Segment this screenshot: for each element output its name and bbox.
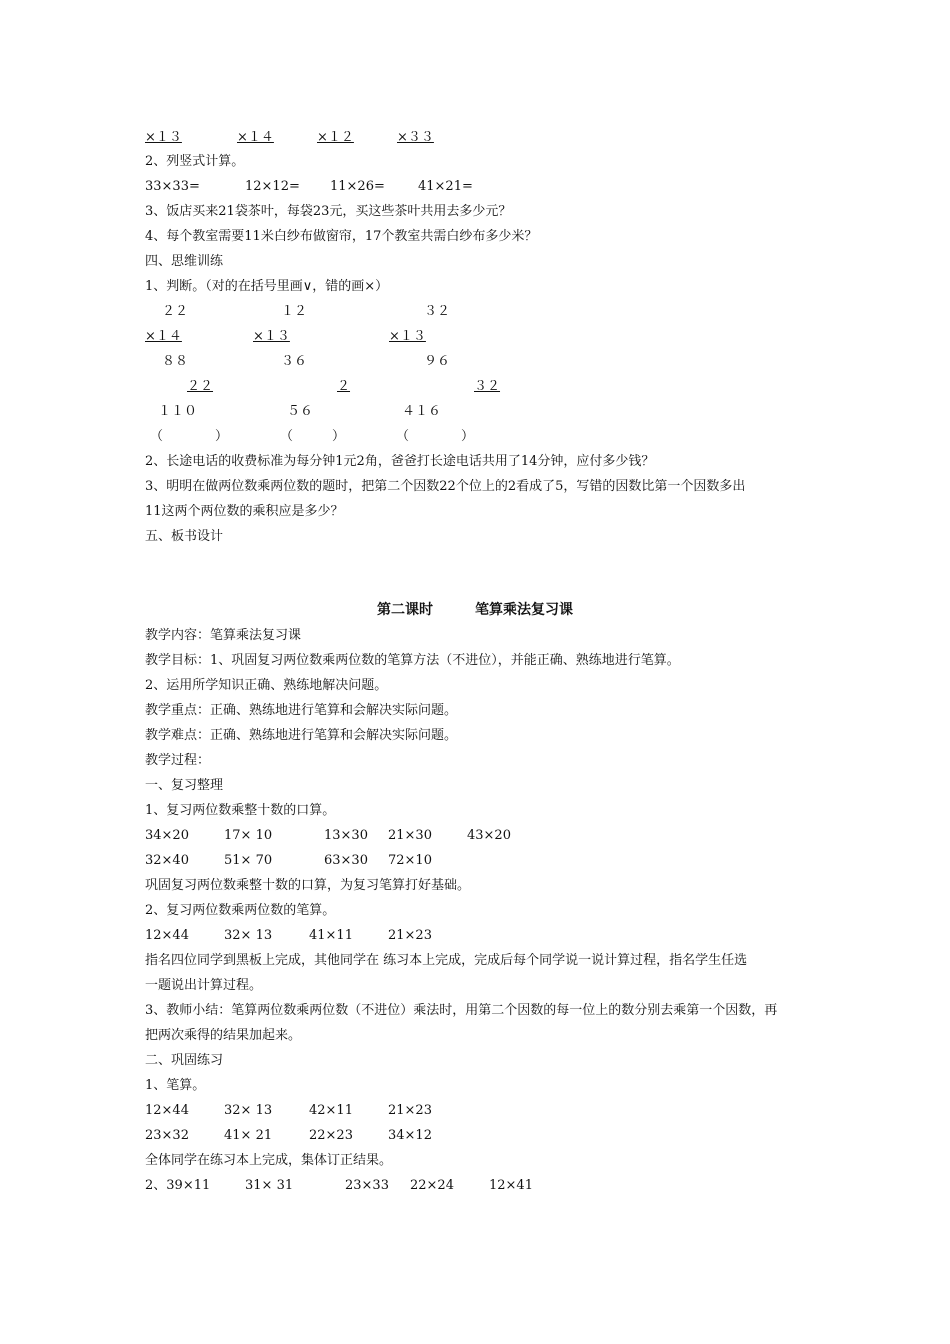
practice-item: 23×33 xyxy=(345,1178,389,1193)
oral-item: 32×40 xyxy=(145,853,189,868)
practice-item: 12×41 xyxy=(489,1178,533,1193)
practice-item: 22×23 xyxy=(309,1128,353,1143)
lesson-title: 第二课时 笔算乘法复习课 xyxy=(377,602,573,618)
judge-total: ４１６ xyxy=(402,404,442,419)
teaching-goal-1: 教学目标：1、巩固复习两位数乘两位数的笔算方法（不进位），并能正确、熟练地进行笔算。 xyxy=(145,653,680,668)
practice-item: 21×23 xyxy=(388,1103,432,1118)
oral-item: 34×20 xyxy=(145,828,189,843)
written-item: 21×23 xyxy=(388,928,432,943)
section-board-design: 五、板书设计 xyxy=(145,529,224,544)
judge-partial-2: ３２ xyxy=(474,379,501,394)
teaching-difficulty: 教学难点：正确、熟练地进行笔算和会解决实际问题。 xyxy=(145,728,458,743)
oral-item: 63×30 xyxy=(324,853,368,868)
practice-note: 全体同学在练习本上完成，集体订正结果。 xyxy=(145,1153,393,1168)
teaching-process: 教学过程： xyxy=(145,753,211,768)
judge-answer-paren[interactable]: （ ） xyxy=(280,429,346,444)
oral-item: 72×10 xyxy=(388,853,432,868)
judge-answer-paren[interactable]: （ ） xyxy=(396,429,475,444)
judge-answer-paren[interactable]: （ ） xyxy=(150,429,229,444)
practice-item: 32× 13 xyxy=(224,1103,273,1118)
section-practice: 二、巩固练习 xyxy=(145,1053,224,1068)
practice-item-1: 1、笔算。 xyxy=(145,1078,206,1093)
question-phone: 2、长途电话的收费标准为每分钟1元2角，爸爸打长途电话共用了14分钟，应付多少钱？ xyxy=(145,454,655,469)
teacher-summary-line2: 把两次乘得的结果加起来。 xyxy=(145,1028,302,1043)
judge-total: １１０ xyxy=(158,404,198,419)
question-mingming-line2: 11这两个两位数的乘积应是多少？ xyxy=(145,504,344,519)
oral-item: 51× 70 xyxy=(224,853,273,868)
question-gauze: 4、每个教室需要11米白纱布做窗帘，17个教室共需白纱布多少米？ xyxy=(145,229,538,244)
written-item: 12×44 xyxy=(145,928,189,943)
practice-item: 41× 21 xyxy=(224,1128,273,1143)
judge-heading: 1、判断。（对的在括号里画∨，错的画×） xyxy=(145,279,389,294)
judge-multiplier: ×１３ xyxy=(253,329,290,344)
lieshu-item: 33×33= xyxy=(145,179,200,194)
factor-4: ×３３ xyxy=(397,130,434,145)
judge-partial-1: ３６ xyxy=(281,354,308,369)
lieshu-item: 11×26= xyxy=(330,179,385,194)
section-thinking: 四、思维训练 xyxy=(145,254,224,269)
written-item: 41×11 xyxy=(309,928,353,943)
teaching-key-point: 教学重点：正确、熟练地进行笔算和会解决实际问题。 xyxy=(145,703,458,718)
factor-1: ×１３ xyxy=(145,130,182,145)
practice-item: 2、39×11 xyxy=(145,1178,211,1193)
written-item: 32× 13 xyxy=(224,928,273,943)
practice-item: 42×11 xyxy=(309,1103,353,1118)
board-instruction-line2: 一题说出计算过程。 xyxy=(145,978,263,993)
oral-item: 17× 10 xyxy=(224,828,273,843)
lieshu-item: 12×12= xyxy=(245,179,300,194)
factor-2: ×１４ xyxy=(237,130,274,145)
question-mingming-line1: 3、明明在做两位数乘两位数的题时，把第二个因数22个位上的2看成了5，写错的因数比第一个因数多出 xyxy=(145,479,746,494)
judge-partial-1: ８８ xyxy=(162,354,189,369)
practice-item: 23×32 xyxy=(145,1128,189,1143)
review-item-1: 1、复习两位数乘整十数的口算。 xyxy=(145,803,336,818)
judge-total: ５６ xyxy=(287,404,314,419)
board-instruction-line1: 指名四位同学到黑板上完成，其他同学在 练习本上完成，完成后每个同学说一说计算过程，指名学生任选 xyxy=(145,953,748,968)
review-item-2: 2、复习两位数乘两位数的笔算。 xyxy=(145,903,336,918)
practice-item: 34×12 xyxy=(388,1128,432,1143)
practice-item: 12×44 xyxy=(145,1103,189,1118)
teaching-content: 教学内容：笔算乘法复习课 xyxy=(145,628,302,643)
section-review: 一、复习整理 xyxy=(145,778,224,793)
judge-top: １２ xyxy=(281,304,308,319)
judge-partial-1: ９６ xyxy=(424,354,451,369)
judge-multiplier: ×１４ xyxy=(145,329,182,344)
judge-partial-2: ２ xyxy=(337,379,351,394)
oral-item: 43×20 xyxy=(467,828,511,843)
practice-item: 31× 31 xyxy=(245,1178,294,1193)
practice-item: 22×24 xyxy=(410,1178,454,1193)
judge-top: ３２ xyxy=(424,304,451,319)
judge-top: ２２ xyxy=(162,304,189,319)
oral-item: 21×30 xyxy=(388,828,432,843)
question-tea: 3、饭店买来21袋茶叶，每袋23元，买这些茶叶共用去多少元？ xyxy=(145,204,512,219)
oral-item: 13×30 xyxy=(324,828,368,843)
teacher-summary-line1: 3、教师小结：笔算两位数乘两位数（不进位）乘法时，用第二个因数的每一位上的数分别去乘第一个因数，再 xyxy=(145,1003,778,1018)
review-note: 巩固复习两位数乘整十数的口算，为复习笔算打好基础。 xyxy=(145,878,471,893)
lieshu-item: 41×21= xyxy=(418,179,473,194)
judge-multiplier: ×１３ xyxy=(389,329,426,344)
factor-3: ×１２ xyxy=(317,130,354,145)
section-lieshu: 2、列竖式计算。 xyxy=(145,154,245,169)
judge-partial-2: ２２ xyxy=(187,379,214,394)
teaching-goal-2: 2、运用所学知识正确、熟练地解决问题。 xyxy=(145,678,388,693)
